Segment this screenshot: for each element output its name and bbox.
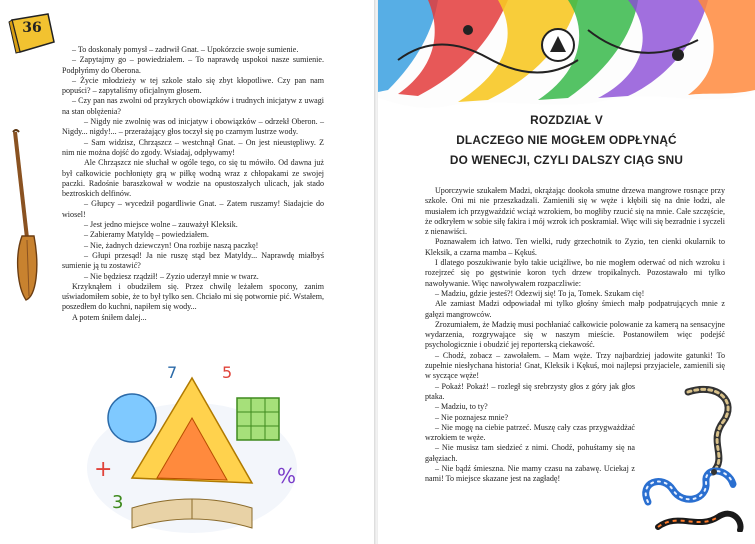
paragraph: – Zapytajmy go – powiedziałem. – To naprawdę uspokoi nasze sumienie. Podpłyńmy do Oberona. — [62, 55, 324, 75]
paragraph: – To doskonały pomysł – zadrwił Gnat. – Upokórzcie swoje sumienie. — [72, 45, 299, 54]
page-number: 36 — [22, 20, 42, 36]
left-page — [0, 0, 376, 544]
paragraph: – Nie mogę na ciebie patrzeć. Muszę cały czas przygważdżać wzrokiem te węże. — [425, 422, 635, 443]
paragraph: Krzyknąłem i obudziłem się. Przez chwilę leżałem spocony, zanim uświadomiłem sobie, że to był tylko sen. Chciało mi się potwornie pić. Wstałem, poszedłem do kuchni, napiłem się wody... — [62, 281, 324, 312]
paragraph: – Głupcy – wycedził pogardliwie Gnat. – Zatem ruszamy! Siadajcie do wiosel! — [62, 199, 324, 219]
paragraph: – Nie bądź śmieszna. Nie mamy czasu na zabawę. Uciekaj z nami! To miejsce skazane jest na zagładę! — [425, 464, 635, 484]
paragraph: Uporczywie szukałem Madzi, okrążając dookoła smutne drzewa mangrowe rosnące przy szkole. Oni mi nie przeszkadzali. Zamieniłi się w węże i kłębili się na dnie łodzi, ale musiałem ich przygwaździć wciąż wzrokiem, bo mogłiby rzucić się na mnie. Całe szczęście, że odkryłem w sobie siłę fakira i mój wzrok ich poskramiał. Więc wili się bezradnie i syczeli z nienawiści. — [425, 186, 725, 237]
paragraph: – Zabieramy Matyldę – powiedziałem. — [84, 230, 209, 240]
left-page-text — [62, 45, 324, 323]
paragraph: – Życie młodzieży w tej szkole stało się zbyt kłopotliwe. Czy pan nam popuści? – zapytaliśmy oficjalnym głosem. — [62, 75, 324, 96]
chapter-title-line: DO WENECJI, CZYLI DALSZY CIĄG SNU — [449, 153, 684, 167]
svg-text:%: % — [277, 464, 297, 488]
paragraph: Ale Chrząszcz nie słuchał w ogóle tego, co się tu mówiło. Od dawna już był całkowicie pochłonięty grą w piłkę wodną wraz z chłopakami ze swojej paczki. Radośnie baraszkował w wodzie na opustoszałych ulicach, jak stado beztroskich delfinów. — [62, 158, 324, 199]
paragraph: – Nie będziesz rządził! – Zyzio uderzył mnie w twarz. — [84, 271, 259, 281]
paragraph: – Nie musisz tam siedzieć z nimi. Chodź, pohuśtamy się na gałęziach. — [425, 443, 635, 463]
chapter-title — [378, 110, 755, 170]
paragraph: – Sam widzisz, Chrząszcz – westchnął Gnat. – On jest nieustępliwy. Z nim nie można dojść do zgody. Wsiadaj, odpływamy! — [62, 137, 324, 157]
svg-text:3: 3 — [112, 492, 124, 513]
paragraph: Poznawałem ich łatwo. Ten wielki, rudy grzechotnik to Zyzio, ten cienki okularnik to Kleksik, a czarna mamba – Kękuś. — [425, 237, 725, 257]
paragraph: – Nigdy nie zwolnię was od inicjatyw i obowiązków – odrzekł Oberon. – Nigdy... nigdy!... – przerażający głos toczył się po czarnym lustrze wody. — [62, 117, 324, 137]
paragraph: – Chodź, zobacz – zawołałem. – Mam węże. Trzy najbardziej jadowite gatunki! To zupełnie niesłychana historia! Gnat, Kleksik i Kękuś, moi najlepsi przyjaciele, zamienili się w syczące węże! — [425, 350, 725, 381]
right-page — [378, 0, 755, 544]
oar-icon — [10, 128, 44, 306]
paragraph: – Madziu, to ty? — [435, 402, 488, 412]
paragraph: Zrozumiałem, że Madzię musi pochłaniać całkowicie polowanie za kamerą na sensacyjne wydarzenia, rozgrywające się w naszym mieście. Postanowiłem więc podejść psychologicznie i obudzić jej reporterską ciekawość. — [425, 319, 725, 350]
paragraph: – Nie, żadnych dziewczyn! Ona rozbije naszą paczkę! — [84, 240, 259, 250]
chapter-heading: ROZDZIAŁ V — [530, 113, 603, 127]
paragraph: – Nie poznajesz mnie? — [435, 412, 509, 422]
paragraph: – Głupi przesąd! Ja nie ruszę stąd bez Matyldy... Naprawdę miałbyś sumienie ją tu zostawić? — [62, 250, 324, 271]
svg-text:+: + — [94, 457, 113, 482]
svg-text:5: 5 — [222, 363, 233, 382]
paragraph: A potem śniłem dalej... — [72, 312, 147, 322]
paragraph: Ale zamiast Madzi odpowiadał mi tylko głośny śmiech małp podpatrujących mnie z gałęzi mangrowców. — [425, 299, 725, 319]
chapter-title-line: DLACZEGO NIE MOGŁEM ODPŁYNĄĆ — [456, 133, 677, 147]
math-symbols-illustration-icon — [72, 358, 312, 538]
paragraph: – Czy pan nas zwolni od przykrych obowiązków i trudnych inicjatyw z uwagi na stan oblężenia? — [62, 96, 324, 116]
paragraph: – Madziu, gdzie jesteś?! Odezwij się! To ja, Tomek. Szukam cię! — [435, 288, 645, 298]
snakes-illustration-icon — [628, 382, 748, 532]
paragraph: – Jest jedno miejsce wolne – zauważył Kleksik. — [84, 220, 238, 230]
paragraph: – Pokaż! Pokaż! – rozległ się srebrzysty głos z góry jak głos ptaka. — [425, 381, 635, 401]
svg-text:7: 7 — [167, 363, 178, 382]
paragraph: I dlatego poszukiwanie było takie uciążliwe, bo nie mogłem oderwać od nich wzroku i rozejrzeć się po gęstwinie koron tych drzew tropikalnych. Pozostawało mi tylko nawoływanie. Więc nawoływałem rozpaczliwie: — [425, 258, 725, 288]
